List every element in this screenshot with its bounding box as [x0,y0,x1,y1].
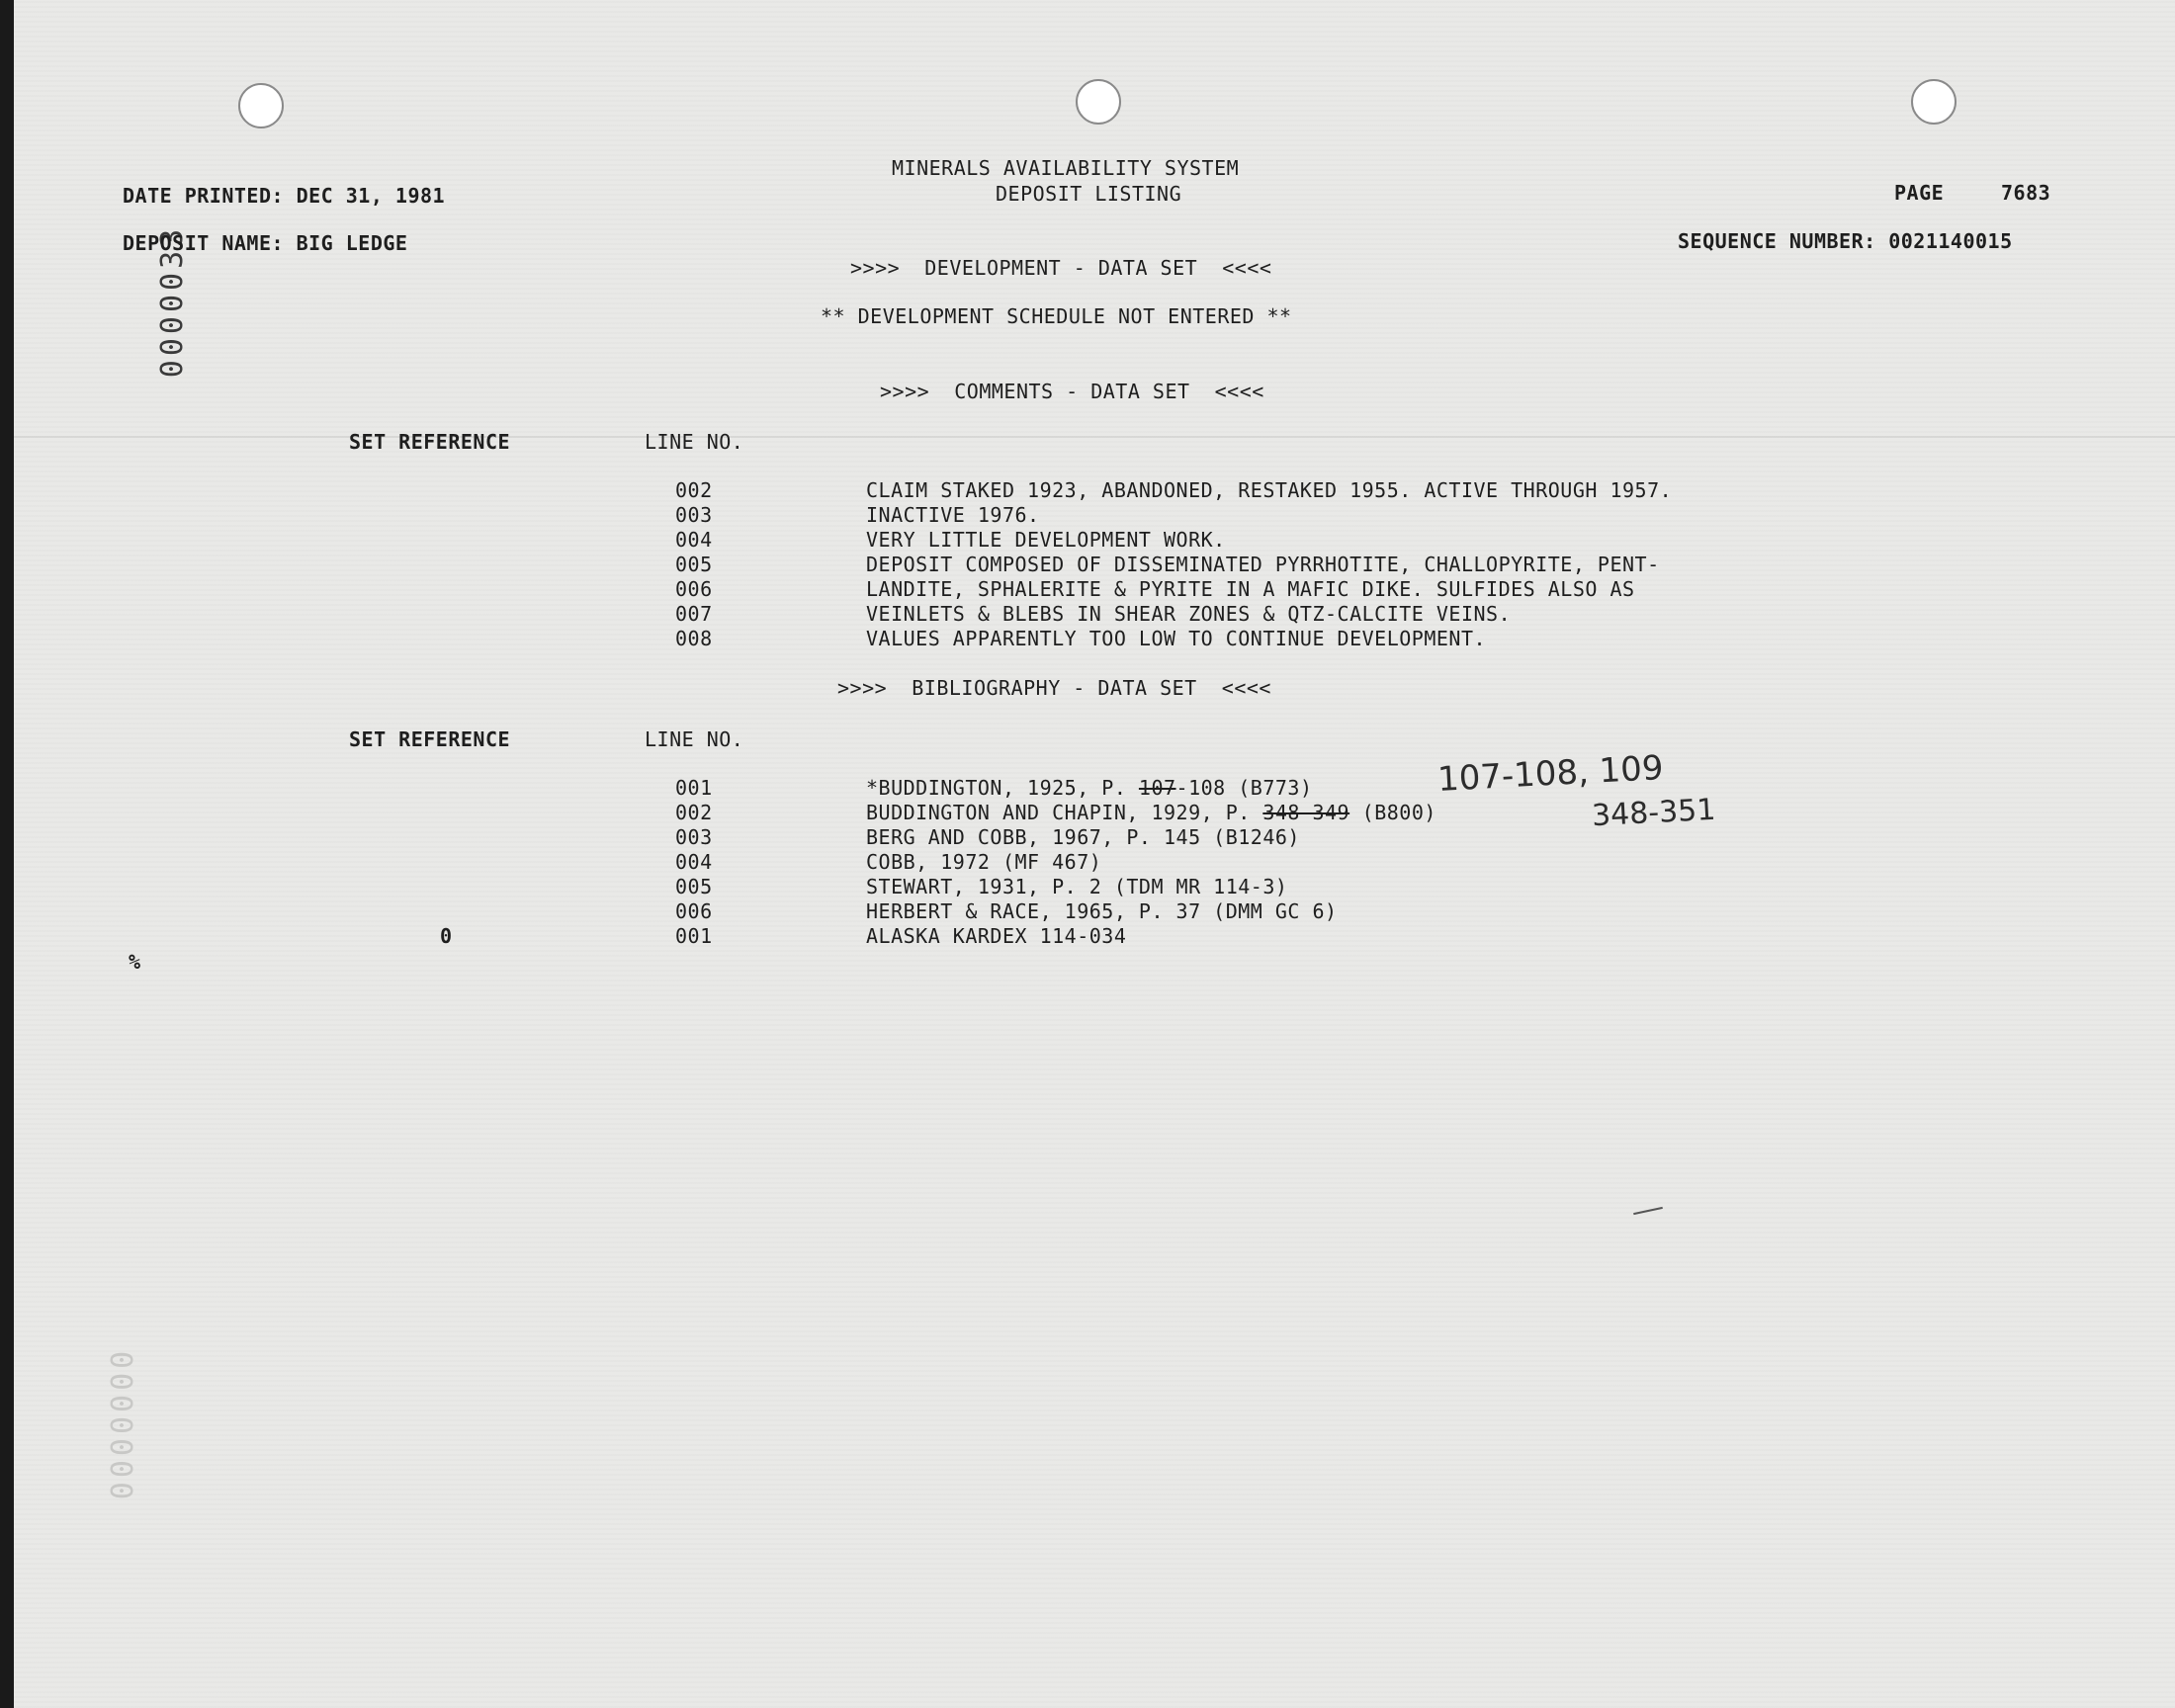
margin-stamp-faint: 0000000 [105,1346,140,1500]
biblio-text-part: -108 (B773) [1175,776,1313,800]
comment-text: CLAIM STAKED 1923, ABANDONED, RESTAKED 1955. ACTIVE THROUGH 1957. [866,478,1673,502]
page-label: PAGE [1894,181,1945,205]
comment-line-no: 008 [675,627,713,650]
pen-mark [1633,1207,1663,1215]
biblio-text-part: *BUDDINGTON, 1925, P. [866,776,1139,800]
comments-col-set-reference: SET REFERENCE [349,430,511,454]
biblio-line-no: 001 [675,776,713,800]
listing-title: DEPOSIT LISTING [996,182,1182,206]
biblio-line-no: 001 [675,924,713,948]
comment-text: LANDITE, SPHALERITE & PYRITE IN A MAFIC DIKE. SULFIDES ALSO AS [866,577,1635,601]
punch-hole-left [238,83,284,128]
biblio-text: COBB, 1972 (MF 467) [866,850,1102,874]
handwritten-page-note: 348-351 [1591,792,1717,834]
biblio-text: STEWART, 1931, P. 2 (TDM MR 114-3) [866,875,1288,898]
bibliography-col-set-reference: SET REFERENCE [349,727,511,751]
development-note: ** DEVELOPMENT SCHEDULE NOT ENTERED ** [821,304,1292,328]
punch-hole-center [1076,79,1121,125]
comment-line-no: 004 [675,528,713,552]
bibliography-heading: >>>> BIBLIOGRAPHY - DATA SET <<<< [837,676,1271,700]
biblio-line-no: 004 [675,850,713,874]
sequence-number: SEQUENCE NUMBER: 0021140015 [1678,229,2013,253]
comment-line-no: 003 [675,503,713,527]
biblio-text [866,801,1436,825]
printout-sheet [14,0,2175,1708]
page-number: 7683 [2001,181,2051,205]
comments-heading: >>>> COMMENTS - DATA SET <<<< [880,380,1264,403]
biblio-line-no: 003 [675,825,713,849]
struck-page-range: 107 [1138,776,1176,800]
margin-stamp: 0000033 [154,224,190,379]
comment-line-no: 005 [675,553,713,576]
fold-line [14,436,2175,438]
date-printed: DATE PRINTED: DEC 31, 1981 [123,184,446,208]
biblio-text: ALASKA KARDEX 114-034 [866,924,1127,948]
bibliography-col-line-no: LINE NO. [645,727,744,751]
biblio-text-part: BUDDINGTON AND CHAPIN, 1929, P. [866,801,1263,824]
biblio-text: BERG AND COBB, 1967, P. 145 (B1246) [866,825,1300,849]
comments-col-line-no: LINE NO. [645,430,744,454]
biblio-line-no: 002 [675,801,713,824]
comment-line-no: 002 [675,478,713,502]
biblio-text [866,776,1312,801]
comment-line-no: 007 [675,602,713,626]
handwritten-page-note: 107-108, 109 [1436,748,1665,800]
comment-line-no: 006 [675,577,713,601]
biblio-set-reference: 0 [440,924,453,948]
struck-page-range: 348-349 [1262,801,1350,824]
comment-text: VERY LITTLE DEVELOPMENT WORK. [866,528,1226,552]
punch-hole-right [1911,79,1957,125]
development-heading: >>>> DEVELOPMENT - DATA SET <<<< [850,256,1272,280]
comment-text: VALUES APPARENTLY TOO LOW TO CONTINUE DEVELOPMENT. [866,627,1487,650]
end-of-record-mark: % [129,950,141,974]
comment-text: INACTIVE 1976. [866,503,1040,527]
biblio-line-no: 005 [675,875,713,898]
deposit-name: DEPOSIT NAME: BIG LEDGE [123,231,408,255]
biblio-text-part: (B800) [1349,801,1436,824]
comment-text: VEINLETS & BLEBS IN SHEAR ZONES & QTZ-CALCITE VEINS. [866,602,1512,626]
biblio-line-no: 006 [675,899,713,923]
system-title: MINERALS AVAILABILITY SYSTEM [892,156,1240,180]
biblio-text: HERBERT & RACE, 1965, P. 37 (DMM GC 6) [866,899,1338,923]
comment-text: DEPOSIT COMPOSED OF DISSEMINATED PYRRHOTITE, CHALLOPYRITE, PENT- [866,553,1660,576]
